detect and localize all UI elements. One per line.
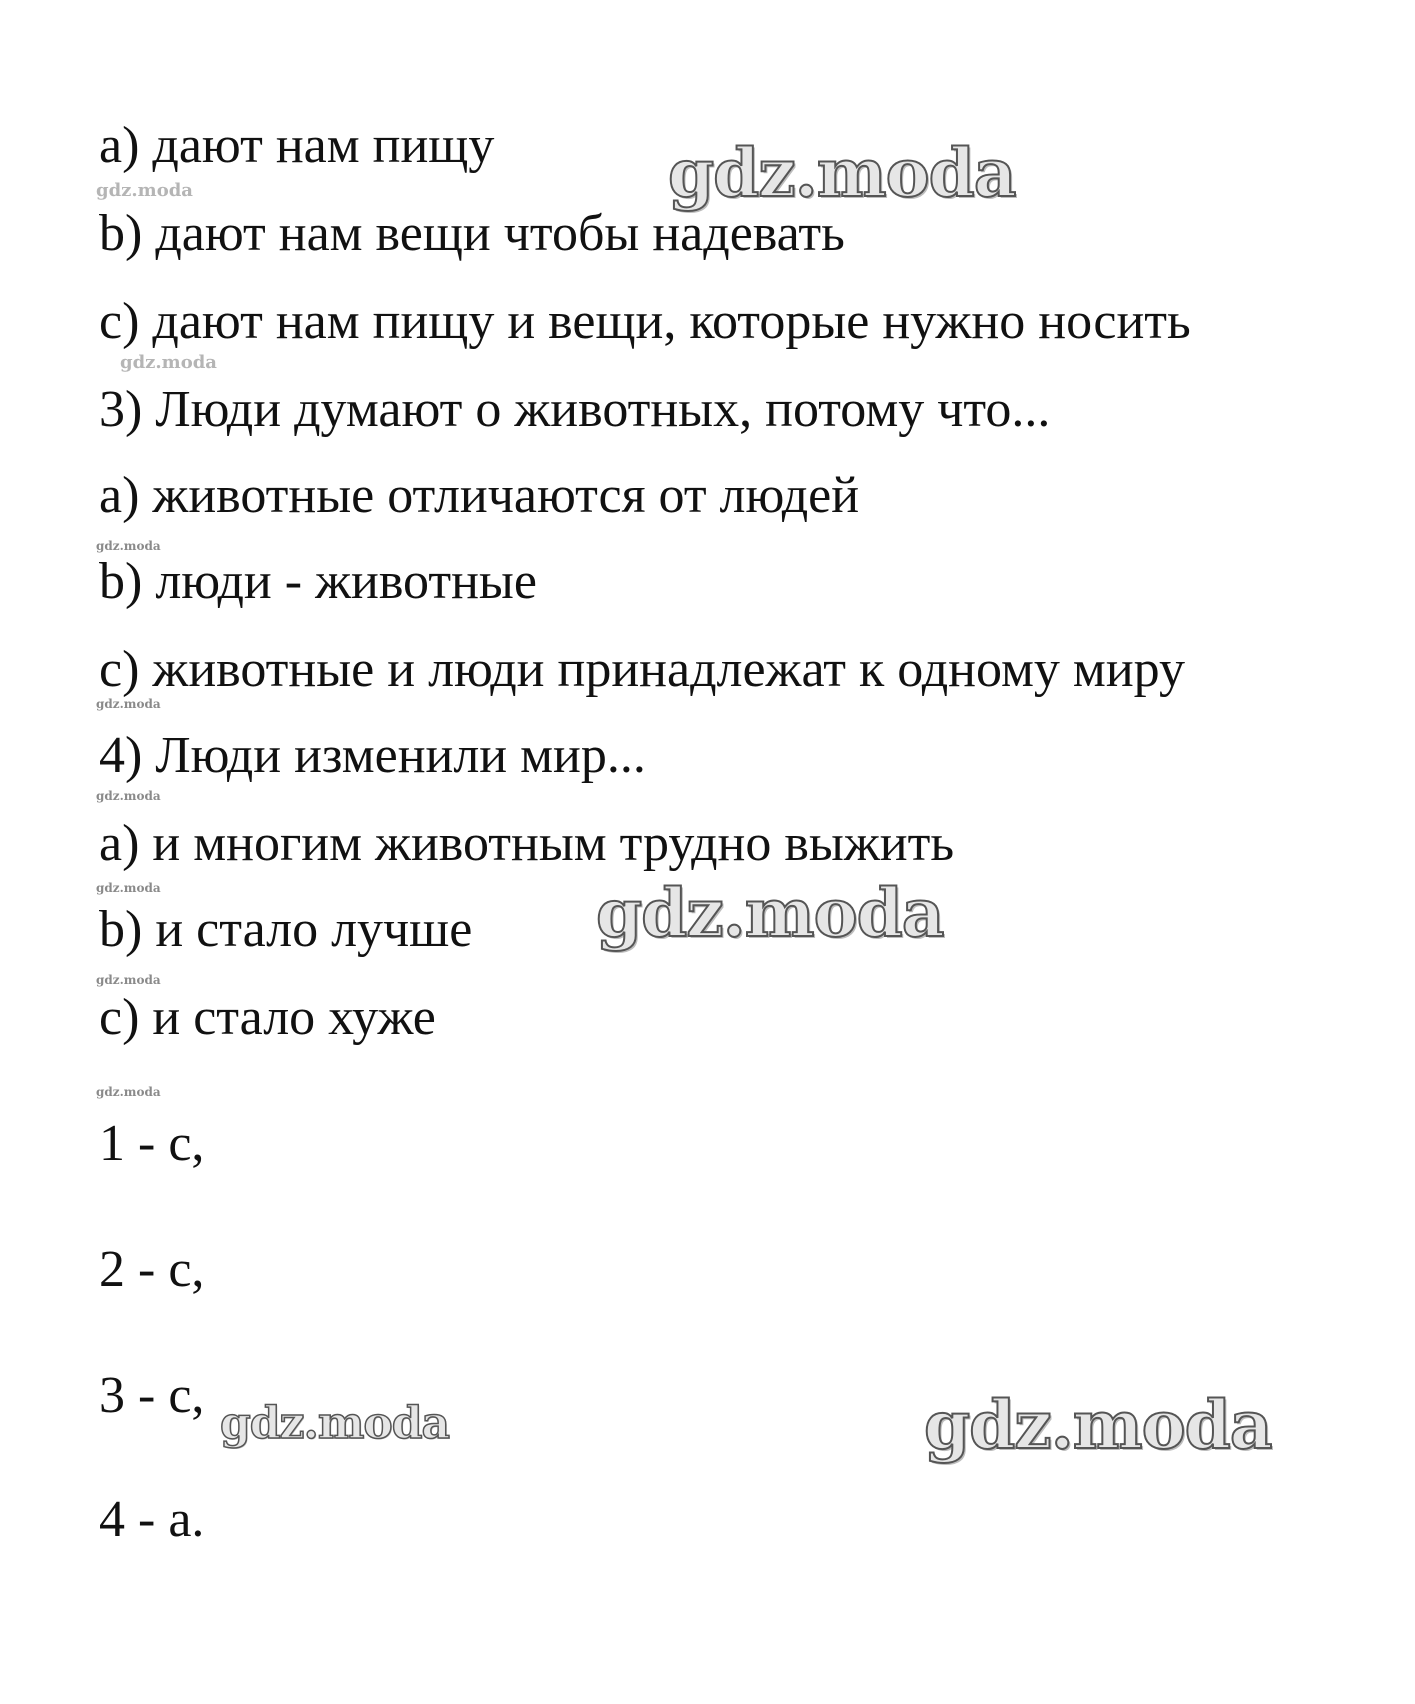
option-c-food-and-clothes: c) дают нам пищу и вещи, которые нужно носить — [99, 293, 1191, 350]
watermark-tiny-4: gdz.moda — [96, 881, 161, 895]
option-a-animals-differ: a) животные отличаются от людей — [99, 467, 860, 524]
option-b-clothes: b) дают нам вещи чтобы надевать — [99, 205, 845, 262]
question-3: 3) Люди думают о животных, потому что... — [99, 381, 1051, 438]
watermark-small-1: gdz.moda — [96, 180, 193, 201]
option-b-people-animals: b) люди - животные — [99, 553, 537, 610]
watermark-small-2: gdz.moda — [120, 352, 217, 373]
answer-4: 4 - a. — [99, 1491, 205, 1548]
option-c-worse: c) и стало хуже — [99, 989, 436, 1046]
watermark-tiny-1: gdz.moda — [96, 539, 161, 553]
watermark-medium: gdz.moda — [220, 1398, 450, 1449]
answer-2: 2 - c, — [99, 1241, 205, 1298]
watermark-tiny-5: gdz.moda — [96, 973, 161, 987]
watermark-large-top: gdz.moda — [668, 134, 1016, 212]
question-4: 4) Люди изменили мир... — [99, 727, 646, 784]
watermark-tiny-2: gdz.moda — [96, 697, 161, 711]
answer-3: 3 - c, — [99, 1367, 205, 1424]
answer-1: 1 - c, — [99, 1115, 205, 1172]
option-a-hard-to-survive: a) и многим животным трудно выжить — [99, 815, 955, 872]
option-b-better: b) и стало лучше — [99, 901, 473, 958]
option-a-food: a) дают нам пищу — [99, 117, 495, 174]
watermark-tiny-6: gdz.moda — [96, 1085, 161, 1099]
watermark-tiny-3: gdz.moda — [96, 789, 161, 803]
watermark-large-bottom: gdz.moda — [924, 1386, 1272, 1464]
option-c-one-world: c) животные и люди принадлежат к одному миру — [99, 641, 1185, 698]
watermark-large-middle: gdz.moda — [596, 874, 944, 952]
